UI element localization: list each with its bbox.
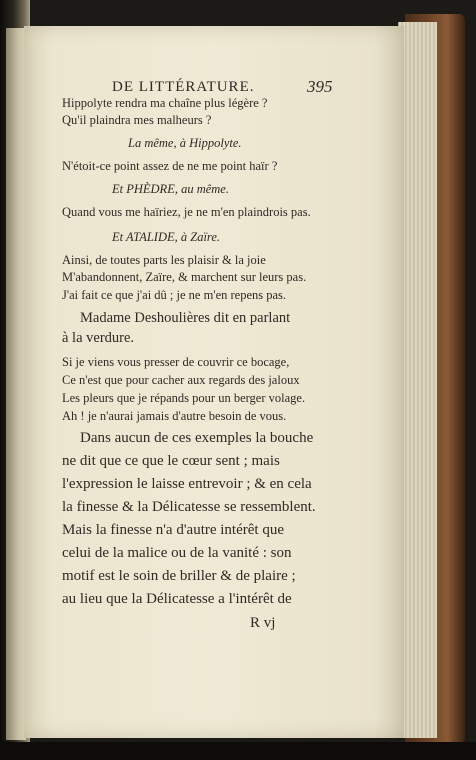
verse-line: Si je viens vous presser de couvrir ce bocage, (62, 355, 290, 369)
running-title: DE LITTÉRATURE. (112, 79, 255, 95)
speaker-line: Et PHÈDRE, au même. (112, 182, 229, 196)
verse-line: Hippolyte rendra ma chaîne plus légère ? (62, 96, 268, 110)
prose-line: Dans aucun de ces exemples la bouche (80, 430, 314, 446)
verse-line: N'étoit-ce point assez de ne me point haïr ? (62, 159, 278, 173)
prose-line: au lieu que la Délicatesse a l'intérêt de (62, 591, 292, 607)
prose-line: l'expression le laisse entrevoir ; & en cela (62, 476, 312, 492)
verse-line: M'abandonnent, Zaïre, & marchent sur leurs pas. (62, 270, 307, 284)
prose-line: Madame Deshoulières dit en parlant (80, 310, 291, 326)
verse-line: Ce n'est que pour cacher aux regards des jaloux (62, 373, 300, 387)
verse-line: Qu'il plaindra mes malheurs ? (62, 113, 212, 127)
verse-line: Les pleurs que je répands pour un berger volage. (62, 391, 306, 405)
verse-line: Ainsi, de toutes parts les plaisir & la joie (62, 253, 266, 267)
prose-line: Mais la finesse n'a d'autre intérêt que (62, 522, 284, 538)
speaker-line: Et ATALIDE, à Zaïre. (112, 230, 220, 244)
verse-line: Ah ! je n'aurai jamais d'autre besoin de vous. (62, 409, 287, 423)
prose-line: à la verdure. (62, 330, 135, 346)
verse-line: Quand vous me haïriez, je ne m'en plaindrois pas. (62, 205, 311, 219)
verse-line: J'ai fait ce que j'ai dû ; je ne m'en repens pas. (62, 288, 287, 302)
prose-line: motif est le soin de briller & de plaire ; (62, 568, 296, 584)
page-number: 395 (307, 77, 333, 96)
book-page (24, 26, 404, 738)
bottom-shadow (0, 742, 476, 760)
prose-line: ne dit que ce que le cœur sent ; mais (62, 453, 280, 469)
prose-line: celui de la malice ou de la vanité : son (62, 545, 292, 561)
prose-line: la finesse & la Délicatesse se ressemblent. (62, 499, 316, 515)
speaker-line: La même, à Hippolyte. (128, 136, 242, 150)
signature-mark: R vj (250, 615, 276, 631)
